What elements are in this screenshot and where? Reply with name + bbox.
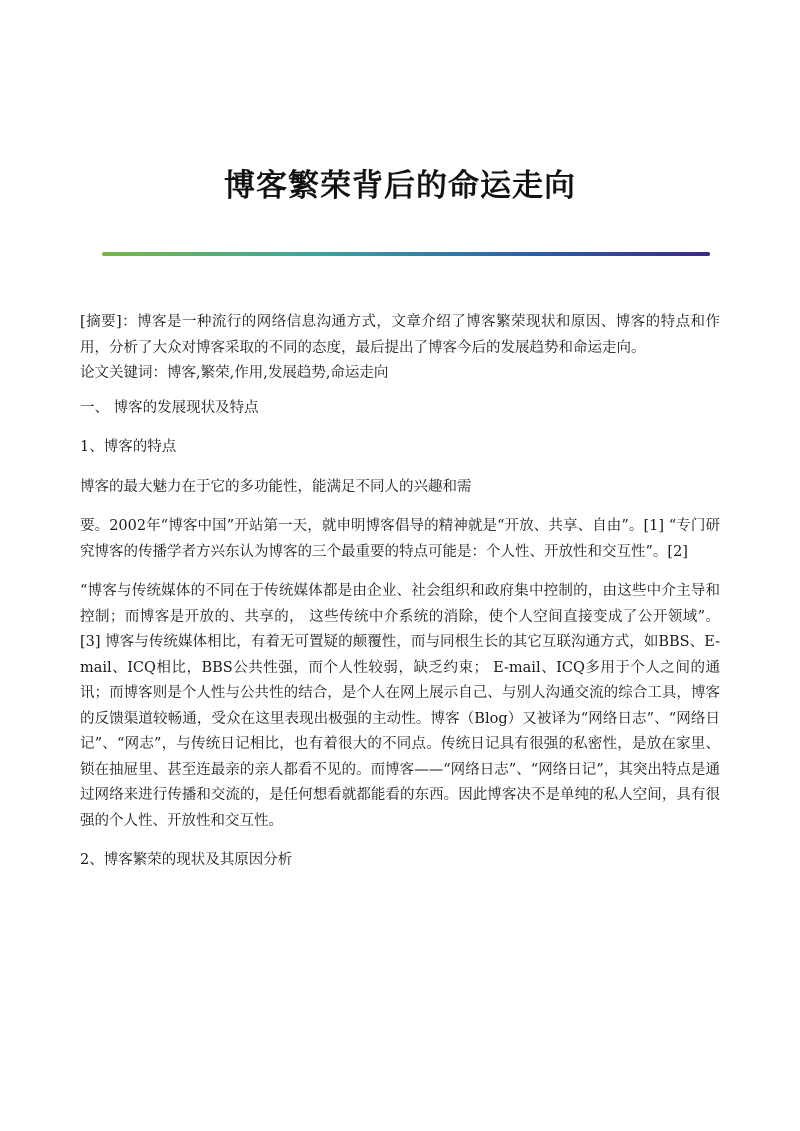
- section-heading: 一、 博客的发展现状及特点: [80, 399, 259, 416]
- abstract: [摘要]：博客是一种流行的网络信息沟通方式，文章介绍了博客繁荣现状和原因、博客的特点和作用，分析了大众对博客采取的不同的态度，最后提出了博客今后的发展趋势和命运走向。: [80, 314, 720, 356]
- document-body: [80, 310, 720, 874]
- subsection-heading: 1、博客的特点: [80, 439, 177, 455]
- document-title: 博客繁荣背后的命运走向: [224, 168, 576, 204]
- paragraph: “博客与传统媒体的不同在于传统媒体都是由企业、社会组织和政府集中控制的，由这些中介主导和控制；而博客是开放的、共享的， 这些传统中介系统的消除，使个人空间直接变成了公开领域”。[3] 博客与传统媒体相比，有着无可置疑的颠覆性，而与同根生长的其它互联沟通方式，如BBS、E-mail、ICQ相比，BBS公共性强，而个人性较弱，缺乏约束； E-mail、ICQ多用于个人之间的通讯；而博客则是个人性与公共性的结合，是个人在网上展示自己、与别人沟通交流的综合工具，博客的反馈渠道较畅通，受众在这里表现出极强的主动性。博客（Blog）又被译为“网络日志”、“网络日记”、“网志”，与传统日记相比，也有着很大的不同点。传统日记具有很强的私密性，是放在家里、锁在抽屉里、甚至连最亲的亲人都看不见的。而博客——“网络日志”、“网络日记”，其突出特点是通过网络来进行传播和交流的，是任何想看就都能看的东西。因此博客决不是单纯的私人空间，具有很强的个人性、开放性和交互性。: [80, 583, 720, 829]
- paragraph: 博客的最大魅力在于它的多功能性，能满足不同人的兴趣和需: [80, 478, 472, 495]
- paragraph: 要。2002年“博客中国”开站第一天，就申明博客倡导的精神就是“开放、共享、自由”。[1] “专门研究博客的传播学者方兴东认为博客的三个最重要的特点可能是：个人性、开放性和交互性”。[2]: [80, 518, 720, 560]
- keywords: 论文关键词：博客,繁荣,作用,发展趋势,命运走向: [80, 365, 389, 381]
- subsection-heading: 2、博客繁荣的现状及其原因分析: [80, 852, 293, 868]
- title-divider: [102, 252, 710, 256]
